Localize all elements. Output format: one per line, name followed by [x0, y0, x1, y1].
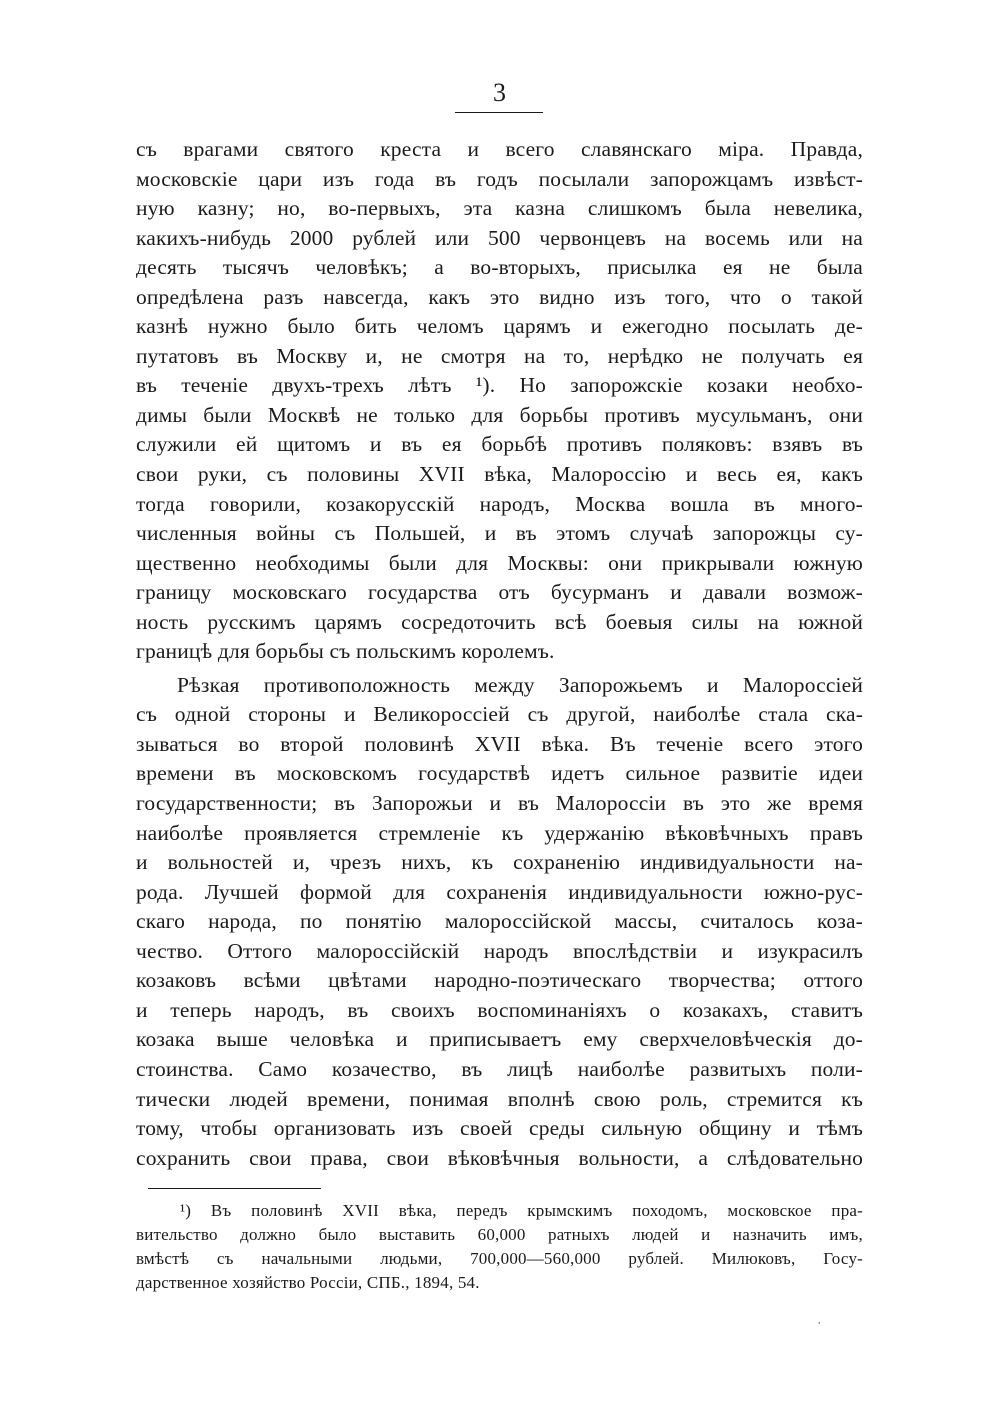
footnote-line: вительство должно было выставить 60,000 ратныхъ людей и назначить имъ, [136, 1225, 863, 1244]
body-line: съ врагами святого креста и всего славянскаго міра. Правда, [136, 137, 863, 161]
stray-print-mark: ˌ [817, 1309, 822, 1324]
body-line: сохранить свои права, свои вѣковѣчныя вольности, а слѣдовательно [136, 1145, 863, 1170]
body-line: наиболѣе проявляется стремленіе къ удержанію вѣковѣчныхъ правъ [136, 820, 863, 845]
body-line: границу московскаго государства отъ бусурманъ и давали возмож- [136, 580, 863, 605]
body-line: димы были Москвѣ не только для борьбы противъ мусульманъ, они [136, 402, 863, 427]
body-line: чество. Оттого малороссійскій народъ впослѣдствіи и изукрасилъ [136, 938, 863, 963]
body-text [136, 135, 863, 1173]
body-line: ную казну; но, во-первыхъ, эта казна слишкомъ была невелика, [136, 196, 863, 221]
body-line: границѣ для борьбы съ польскимъ королемъ. [136, 639, 555, 664]
body-line: съ одной стороны и Великороссіей съ другой, наиболѣе стала ска- [136, 702, 863, 727]
page-number-rule [455, 112, 543, 113]
body-line: свои руки, съ половины XVII вѣка, Малороссію и весь ея, какъ [136, 462, 863, 487]
body-line: въ теченіе двухъ-трехъ лѣтъ ¹). Но запорожскіе козаки необхо- [136, 373, 863, 398]
footnote [136, 1199, 863, 1295]
page-number: 3 [493, 78, 507, 107]
body-line: Рѣзкая противоположность между Запорожьемъ и Малороссіей [177, 672, 863, 697]
body-line: и теперь народъ, въ своихъ воспоминаніяхъ о козакахъ, ставитъ [136, 997, 863, 1022]
body-line: рода. Лучшей формой для сохраненія индивидуальности южно-рус- [136, 879, 863, 904]
body-line: скаго народа, по понятію малороссійской массы, считалось коза- [136, 909, 863, 934]
body-line: какихъ-нибудь 2000 рублей или 500 червонцевъ на восемь или на [136, 225, 863, 250]
body-line: численныя войны съ Польшей, и въ этомъ случаѣ запорожцы су- [136, 521, 863, 546]
footnote-line: вмѣстѣ съ начальными людьми, 700,000—560,000 рублей. Милюковъ, Госу- [136, 1249, 863, 1268]
body-line: и вольностей и, чрезъ нихъ, къ сохраненію индивидуальности на- [136, 850, 863, 875]
body-line: стоинства. Само козачество, въ лицѣ наиболѣе развитыхъ поли- [136, 1056, 863, 1081]
body-line: ность русскимъ царямъ сосредоточить всѣ боевыя силы на южной [136, 609, 863, 634]
body-line: десять тысячъ человѣкъ; а во-вторыхъ, присылка ея не была [136, 255, 863, 280]
body-line: тически людей времени, понимая вполнѣ свою роль, стремится къ [136, 1086, 863, 1111]
body-line: московскіе цари изъ года въ годъ посылали запорожцамъ извѣст- [136, 166, 863, 191]
footnote-line: ¹) Въ половинѣ XVII вѣка, передъ крымскимъ походомъ, московское пра- [180, 1201, 863, 1220]
body-line: времени въ московскомъ государствѣ идетъ сильное развитіе идеи [136, 761, 863, 786]
body-line: служили ей щитомъ и въ ея борьбѣ противъ поляковъ: взявъ въ [136, 432, 863, 457]
body-line: щественно необходимы были для Москвы: они прикрывали южную [136, 550, 863, 575]
body-line: казнѣ нужно было бить челомъ царямъ и ежегодно посылать де- [136, 314, 863, 339]
body-line: козака выше человѣка и приписываетъ ему сверхчеловѣческія до- [136, 1027, 863, 1052]
body-line: государственности; въ Запорожьи и въ Малороссіи въ это же время [136, 791, 863, 816]
body-line: путатовъ въ Москву и, не смотря на то, нерѣдко не получать ея [136, 343, 863, 368]
body-line: опредѣлена разъ навсегда, какъ это видно изъ того, что о такой [136, 284, 863, 309]
body-line: зываться во второй половинѣ XVII вѣка. Въ теченіе всего этого [136, 731, 863, 756]
body-line: тому, чтобы организовать изъ своей среды сильную общину и тѣмъ [136, 1116, 863, 1141]
body-line: тогда говорили, козакорусскій народъ, Москва вошла въ много- [136, 491, 863, 516]
footnote-rule [148, 1188, 321, 1189]
footnote-line: дарственное хозяйство Россіи, СПБ., 1894, 54. [136, 1273, 480, 1292]
body-line: козаковъ всѣми цвѣтами народно-поэтическаго творчества; оттого [136, 968, 863, 993]
